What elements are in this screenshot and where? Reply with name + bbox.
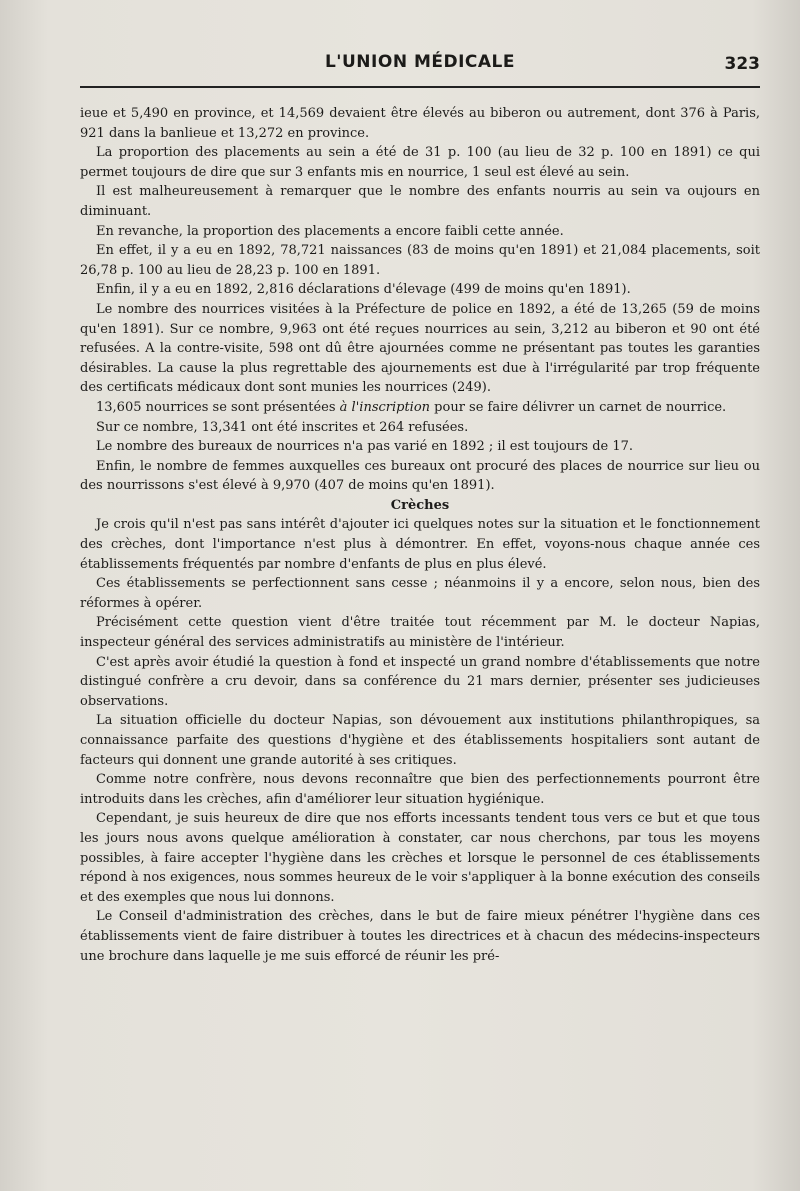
paragraph: Le nombre des bureaux de nourrices n'a pas varié en 1892 ; il est toujours de 17.: [96, 439, 634, 455]
paragraph: Ces établissements se perfectionnent sans cesse ; néanmoins il y a encore, selon nous, bien des réformes à opérer.: [80, 576, 760, 611]
paragraph: [80, 398, 760, 418]
header-rule: [80, 86, 760, 88]
page-number: 323: [724, 54, 760, 74]
paragraph: Cependant, je suis heureux de dire que nos efforts incessants tendent tous vers ce but et que tous les jours nous avons quelque amélioration à constater, car nous cherchons, par tous les moyens possibles, à faire accepter l'hygiène dans les crèches et lorsque le personnel de ces établissements répond à nos exigences, nous sommes heureux de le voir s'appliquer à la bonne exécution des conseils et des exemples que nous lui donnons.: [80, 811, 760, 905]
paragraph: Enfin, il y a eu en 1892, 2,816 déclarations d'élevage (499 de moins qu'en 1891).: [96, 282, 631, 298]
paragraph: C'est après avoir étudié la question à fond et inspecté un grand nombre d'établissements que notre distingué confrère a cru devoir, dans sa conférence du 21 mars dernier, présenter ses judicieuses observations.: [80, 654, 760, 709]
paragraph: En revanche, la proportion des placements a encore faibli cette année.: [96, 223, 564, 239]
paragraph: Enfin, le nombre de femmes auxquelles ces bureaux ont procuré des places de nourrice sur lieu ou des nourrissons s'est élevé à 9,970 (407 de moins qu'en 1891).: [80, 458, 760, 494]
paragraph: La proportion des placements au sein a été de 31 p. 100 (au lieu de 32 p. 100 en 1891) ce qui permet toujours de dire que sur 3 enfants mis en nourrice, 1 seul est élevé au sein.: [80, 145, 760, 180]
section-heading: Crèches: [390, 497, 450, 513]
paragraph: Précisément cette question vient d'être traitée tout récemment par M. le docteur Napias, inspecteur général des services administratifs au ministère de l'intérieur.: [80, 615, 760, 651]
paragraph: ieue et 5,490 en province, et 14,569 devaient être élevés au biberon ou autrement, dont 376 à Paris, 921 dans la banlieue et 13,272 en province.: [80, 106, 760, 141]
paragraph: Le Conseil d'administration des crèches, dans le but de faire mieux pénétrer l'hygiène dans ces établissements vient de faire distribuer à toutes les directrices et à chacun des médecins-inspecteurs une brochure dans laquelle je me suis efforcé de réunir les pré-: [80, 909, 760, 964]
paragraph: Sur ce nombre, 13,341 ont été inscrites et 264 refusées.: [96, 419, 469, 435]
article-body: [80, 104, 760, 966]
paragraph: Il est malheureusement à remarquer que le nombre des enfants nourris au sein va oujours en diminuant.: [80, 184, 760, 219]
page-header: [80, 52, 760, 86]
paragraph: Le nombre des nourrices visitées à la Préfecture de police en 1892, a été de 13,265 (59 de moins qu'en 1891). Sur ce nombre, 9,963 ont été reçues nourrices au sein, 3,212 au biberon et 90 ont été refusées. A la contre-visite, 598 ont dû être ajournées comme ne présentant pas toutes les garanties désirables. La cause la plus regrettable des ajournements est due à l'irrégularité par trop fréquente des certificats médicaux dont sont munies les nourrices (249).: [80, 301, 760, 396]
paragraph: Comme notre confrère, nous devons reconnaître que bien des perfectionnements pourront être introduits dans les crèches, afin d'améliorer leur situation hygiénique.: [80, 772, 760, 807]
paragraph: En effet, il y a eu en 1892, 78,721 naissances (83 de moins qu'en 1891) et 21,084 placements, soit 26,78 p. 100 au lieu de 28,23 p. 100 en 1891.: [80, 243, 760, 278]
running-title: L'UNION MÉDICALE: [324, 52, 516, 72]
text-run: pour se faire délivrer un carnet de nourrice.: [430, 399, 727, 415]
paragraph: Je crois qu'il n'est pas sans intérêt d'ajouter ici quelques notes sur la situation et le fonctionnement des crèches, dont l'importance n'est plus à démontrer. En effet, voyons-nous chaque année ces établissements fréquentés par nombre d'enfants de plus en plus élevé.: [80, 517, 760, 572]
italic-run: à l'inscription: [339, 399, 431, 415]
paragraph: La situation officielle du docteur Napias, son dévouement aux institutions philanthropiques, sa connaissance parfaite des questions d'hygiène et des établissements hospitaliers sont autant de facteurs qui donnent une grande autorité à ses critiques.: [80, 713, 760, 768]
text-run: 13,605 nourrices se sont présentées: [96, 399, 340, 415]
